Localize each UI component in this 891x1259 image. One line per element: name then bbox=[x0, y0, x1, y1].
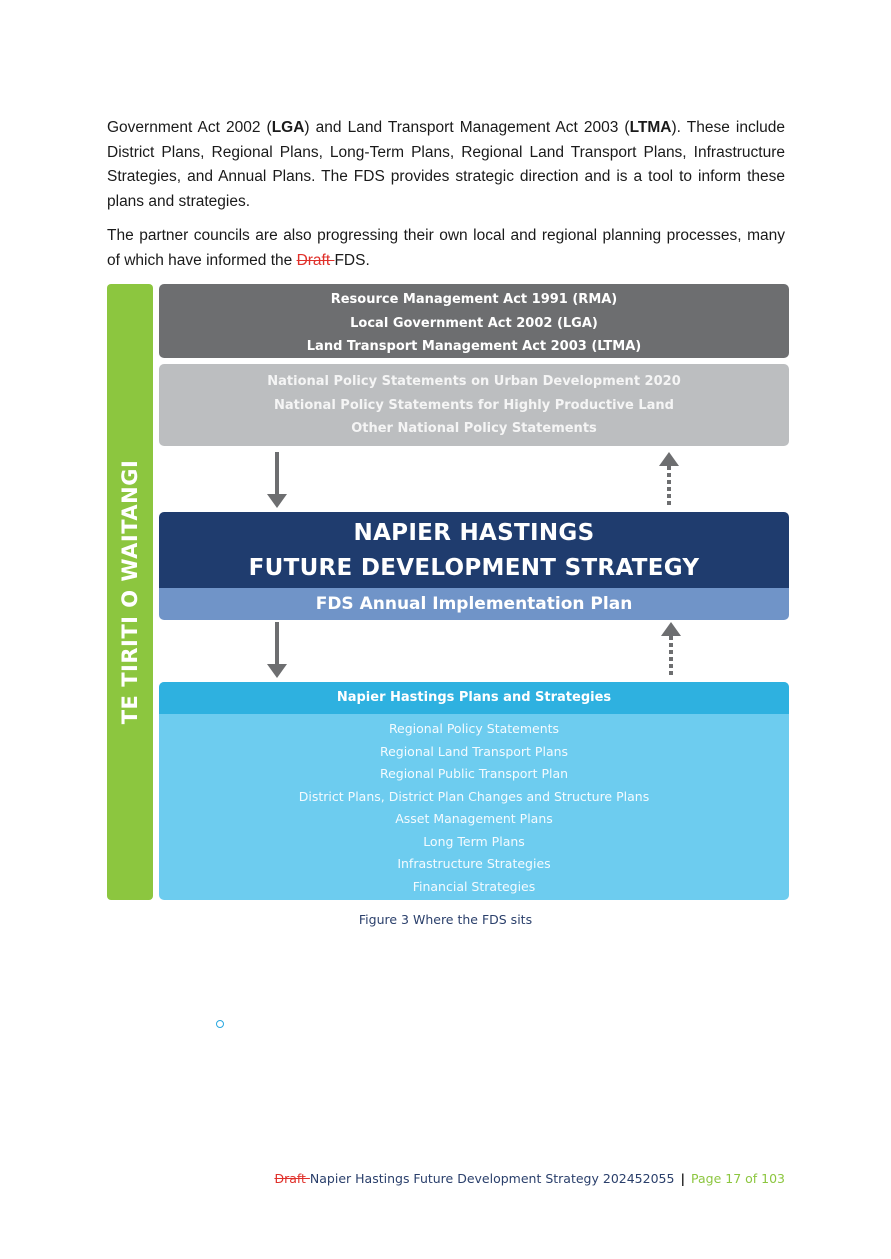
footer-draft-strikethrough: Draft bbox=[274, 1171, 310, 1186]
para1-bold-ltma: LTMA bbox=[629, 119, 672, 136]
fds-hierarchy-diagram bbox=[107, 284, 790, 902]
plans-list bbox=[159, 714, 789, 898]
body-paragraph-1 bbox=[107, 116, 785, 214]
arrow-down-icon bbox=[267, 452, 287, 508]
para2-text-2: FDS. bbox=[334, 251, 370, 269]
plan-item: Financial Strategies bbox=[412, 878, 536, 894]
dotted-arrow-up-icon bbox=[661, 622, 681, 678]
plan-item: Regional Policy Statements bbox=[388, 721, 560, 736]
para1-text-2: ) and Land Transport Management Act 2003 ( bbox=[304, 119, 630, 136]
footer-page-number: Page 17 of 103 bbox=[691, 1171, 785, 1186]
para2-text-1: The partner councils are also progressing their own local and regional planning processes, many of which have informed the bbox=[107, 227, 785, 269]
fds-box bbox=[159, 512, 789, 588]
plan-item: Long Term Plans bbox=[423, 833, 525, 849]
arrow-down-icon bbox=[267, 622, 287, 678]
para1-bold-lga: LGA bbox=[271, 119, 305, 136]
national-policy-line: National Policy Statements on Urban Development 2020 bbox=[267, 374, 681, 389]
treaty-side-label: TE TIRITI O WAITANGI bbox=[118, 459, 142, 725]
fds-title-line: FUTURE DEVELOPMENT STRATEGY bbox=[248, 555, 700, 581]
legislation-line: Local Government Act 2002 (LGA) bbox=[350, 315, 598, 331]
legislation-line: Resource Management Act 1991 (RMA) bbox=[330, 292, 618, 307]
national-policy-line: Other National Policy Statements bbox=[351, 421, 597, 436]
para1-text-3: ). These include District Plans, Regional Plans, Long-Term Plans, Regional Land Transport Plans, Infrastructure Strategies, and Annual Plans. The FDS provides strategic direction and is a tool to inform these plans and strategies. bbox=[107, 119, 786, 210]
page-footer bbox=[274, 1171, 785, 1186]
fds-title-line: NAPIER HASTINGS bbox=[353, 520, 595, 546]
plan-item: Regional Public Transport Plan bbox=[379, 766, 569, 781]
figure-caption: Figure 3 Where the FDS sits bbox=[358, 912, 533, 927]
plan-item: Infrastructure Strategies bbox=[397, 856, 551, 871]
circle-bullet-icon bbox=[216, 1020, 224, 1028]
body-paragraph-2 bbox=[107, 224, 785, 273]
treaty-side-bar bbox=[107, 284, 153, 900]
plan-item: Regional Land Transport Plans bbox=[379, 743, 569, 759]
legislation-line: Land Transport Management Act 2003 (LTMA) bbox=[306, 339, 642, 354]
legislation-box bbox=[159, 284, 789, 358]
para1-text-1: Government Act 2002 ( bbox=[107, 119, 272, 136]
plan-item: Asset Management Plans bbox=[395, 811, 553, 826]
plans-header: Napier Hastings Plans and Strategies bbox=[159, 682, 789, 714]
plan-item: District Plans, District Plan Changes and Structure Plans bbox=[298, 788, 650, 804]
national-policy-line: National Policy Statements for Highly Productive Land bbox=[274, 397, 674, 413]
footer-title: Napier Hastings Future Development Strategy 202452055 bbox=[309, 1171, 675, 1186]
para2-draft-strikethrough: Draft bbox=[296, 251, 335, 269]
dotted-arrow-up-icon bbox=[659, 452, 679, 508]
annual-implementation-plan-box: FDS Annual Implementation Plan bbox=[159, 588, 789, 620]
national-policy-box bbox=[159, 364, 789, 446]
footer-separator: | bbox=[680, 1171, 686, 1186]
plans-strategies-box bbox=[159, 682, 789, 900]
